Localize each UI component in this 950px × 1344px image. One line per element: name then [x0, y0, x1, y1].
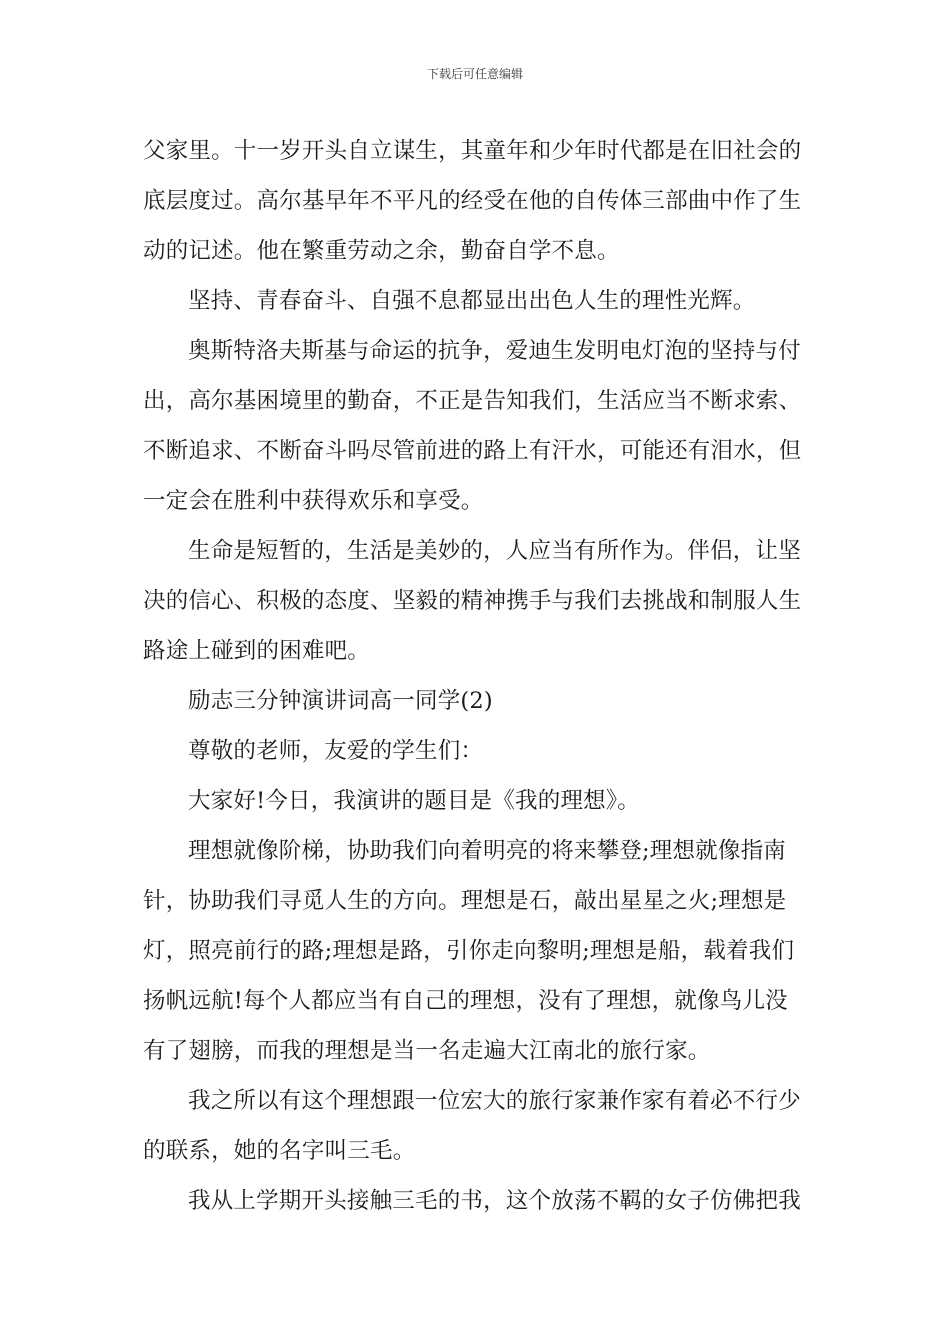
paragraph: 理想就像阶梯，协助我们向着明亮的将来攀登;理想就像指南针，协助我们寻觅人生的方向。理想是石，敲出星星之火;理想是灯，照亮前行的路;理想是路，引你走向黎明;理想是船，载着我们扬帆远航!每个人都应当有自己的理想，没有了理想，就像鸟儿没有了翅膀，而我的理想是当一名走遍大江南北的旅行家。	[143, 838, 795, 1064]
salutation: 尊敬的老师，友爱的学生们：	[188, 738, 484, 764]
body-text	[143, 126, 808, 1226]
page-header: 下载后可任意编辑	[426, 67, 523, 81]
paragraph: 奥斯特洛夫斯基与命运的抗争，爱迪生发明电灯泡的坚持与付出，高尔基困境里的勤奋，不正是告知我们，生活应当不断求索、不断追求、不断奋斗吗尽管前进的路上有汗水，可能还有泪水，但一定会在胜利中获得欢乐和享受。	[143, 338, 802, 514]
paragraph: 父家里。十一岁开头自立谋生，其童年和少年时代都是在旧社会的底层度过。高尔基早年不平凡的经受在他的自传体三部曲中作了生动的记述。他在繁重劳动之余，勤奋自学不息。	[143, 138, 802, 264]
paragraph: 坚持、青春奋斗、自强不息都显出出色人生的理性光辉。	[188, 288, 756, 314]
paragraph: 生命是短暂的，生活是美妙的，人应当有所作为。伴侣，让坚决的信心、积极的态度、坚毅的精神携手与我们去挑战和制服人生路途上碰到的困难吧。	[143, 538, 802, 664]
paragraph: 我从上学期开头接触三毛的书，这个放荡不羁的女子仿佛把我	[188, 1188, 801, 1214]
paragraph: 我之所以有这个理想跟一位宏大的旅行家兼作家有着必不行少的联系，她的名字叫三毛。	[143, 1088, 801, 1164]
paragraph: 大家好!今日，我演讲的题目是《我的理想》。	[188, 788, 640, 814]
section-heading: 励志三分钟演讲词高一同学(2)	[188, 688, 493, 714]
